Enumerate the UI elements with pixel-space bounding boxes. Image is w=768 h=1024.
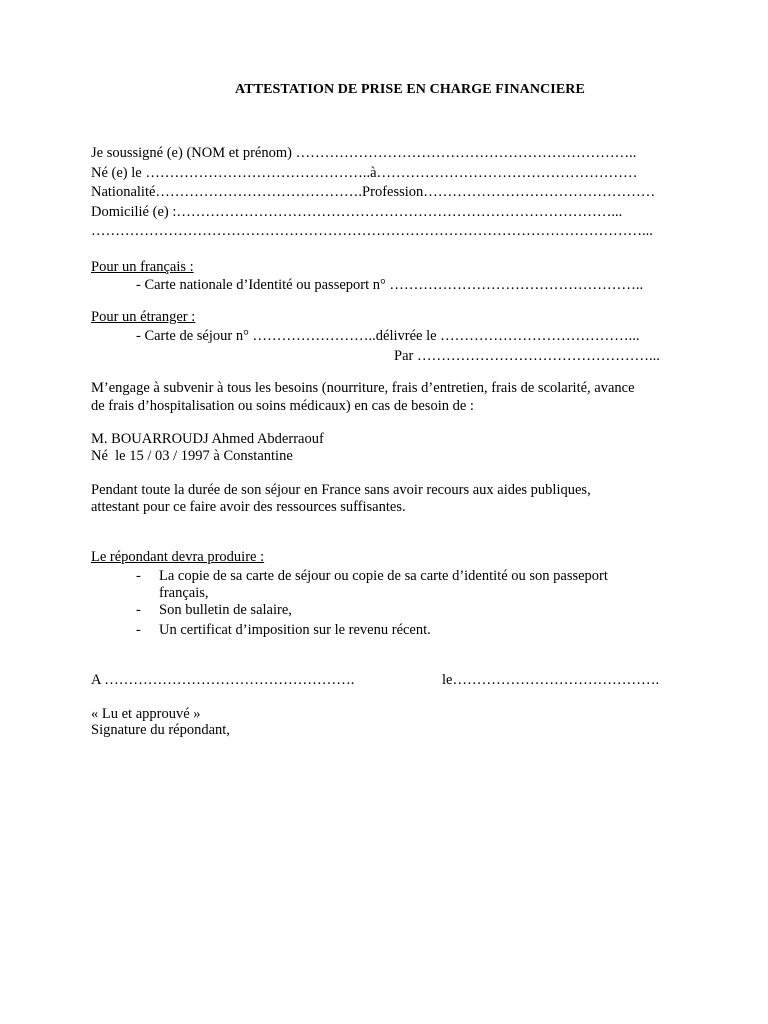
lu-et-approuve: « Lu et approuvé » xyxy=(91,706,201,722)
field-domicile: Domicilié (e) :………………………………………………………………………………... xyxy=(91,204,623,220)
field-ne-le: Né (e) le ………………………………………..à……………………………………………… xyxy=(91,165,638,181)
duration-line-1: Pendant toute la durée de son séjour en France sans avoir recours aux aides publiques, xyxy=(91,482,591,498)
list-item-dash: - xyxy=(136,622,141,638)
list-item: La copie de sa carte de séjour ou copie de sa carte d’identité ou son passeport xyxy=(159,568,608,584)
etranger-heading: Pour un étranger : xyxy=(91,309,196,325)
field-nom: Je soussigné (e) (NOM et prénom) …………………………………………………………….. xyxy=(91,145,637,161)
engagement-line-2: de frais d’hospitalisation ou soins médicaux) en cas de besoin de : xyxy=(91,398,474,414)
signature-label: Signature du répondant, xyxy=(91,722,230,738)
beneficiary-birth: Né le 15 / 03 / 1997 à Constantine xyxy=(91,448,293,464)
list-item-cont: français, xyxy=(159,585,209,601)
document-title: ATTESTATION DE PRISE EN CHARGE FINANCIERE xyxy=(235,82,585,97)
etranger-item: - Carte de séjour n° ……………………..délivrée le …………………………………... xyxy=(136,328,640,344)
date-field: le……………………………………. xyxy=(442,672,660,688)
place-field: A ……………………………………………. xyxy=(91,672,355,688)
field-domicile-cont: ……………………………………………………………………………………………………... xyxy=(91,223,653,239)
field-nationalite: Nationalité…………………………………….Profession………………………………………… xyxy=(91,184,656,200)
list-item-dash: - xyxy=(136,602,141,618)
francais-heading: Pour un français : xyxy=(91,259,194,275)
list-item: Un certificat d’imposition sur le revenu récent. xyxy=(159,622,431,638)
engagement-line-1: M’engage à subvenir à tous les besoins (nourriture, frais d’entretien, frais de scolarité, avance xyxy=(91,380,635,396)
list-item-dash: - xyxy=(136,568,141,584)
etranger-par: Par …………………………………………... xyxy=(394,348,660,364)
documents-heading: Le répondant devra produire : xyxy=(91,549,265,565)
beneficiary-name: M. BOUARROUDJ Ahmed Abderraouf xyxy=(91,431,324,447)
list-item: Son bulletin de salaire, xyxy=(159,602,292,618)
duration-line-2: attestant pour ce faire avoir des ressources suffisantes. xyxy=(91,499,406,515)
francais-item: - Carte nationale d’Identité ou passeport n° …………………………………………….. xyxy=(136,277,644,293)
